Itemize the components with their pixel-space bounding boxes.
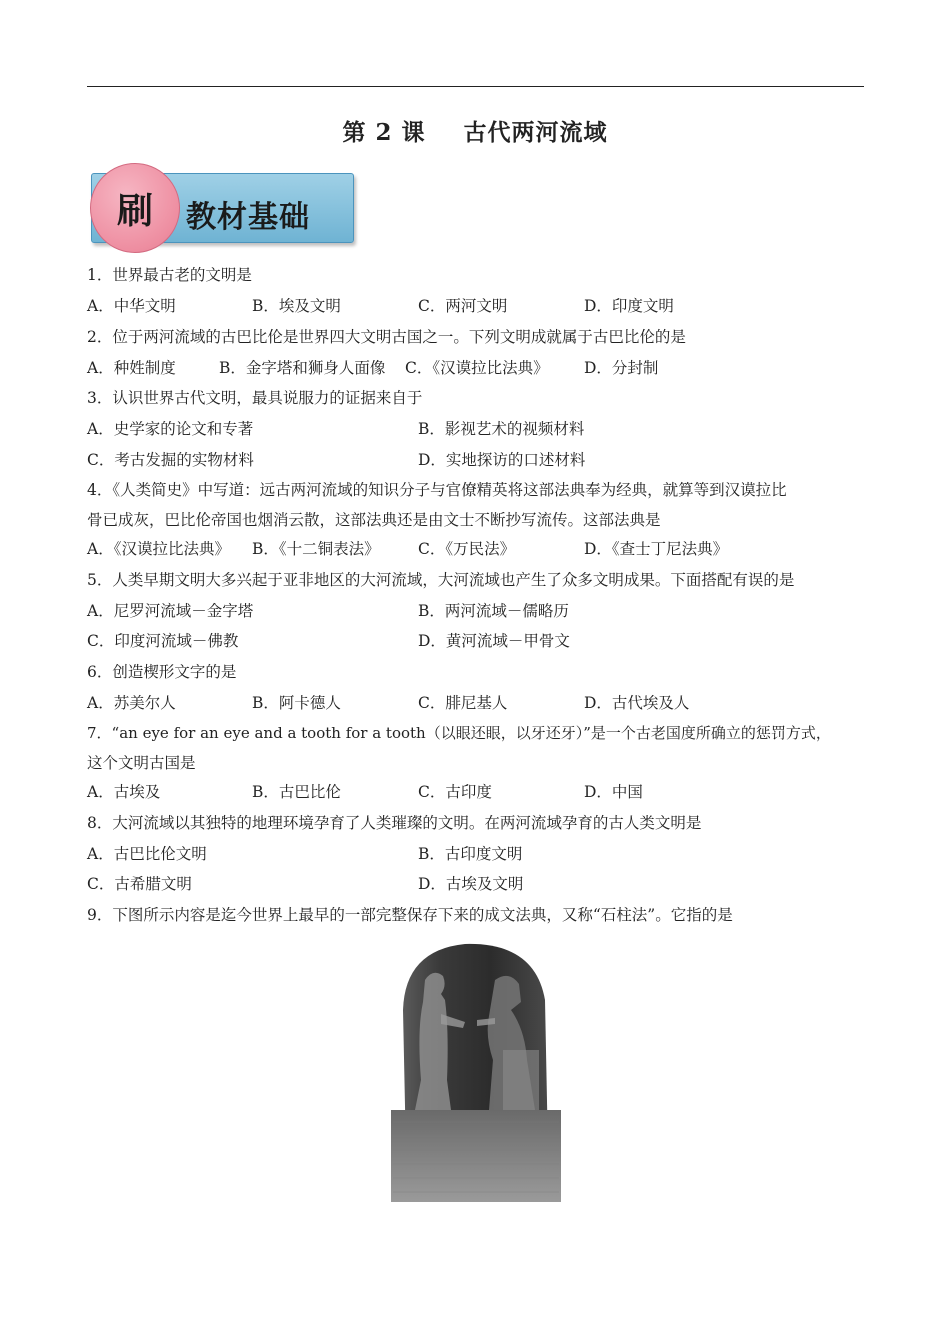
question-2-stem: 2．位于两河流域的古巴比伦是世界四大文明古国之一。下列文明成就属于古巴比伦的是 [87, 328, 686, 346]
question-2-option-b: B．金字塔和狮身人面像 [219, 359, 386, 377]
question-7-option-a: A．古埃及 [87, 783, 161, 801]
question-4-option-a: A．《汉谟拉比法典》 [87, 540, 230, 558]
question-8-option-b: B．古印度文明 [418, 845, 523, 863]
question-6-option-c: C．腓尼基人 [418, 694, 508, 712]
question-9-stem: 9．下图所示内容是迄今世界上最早的一部完整保存下来的成文法典，又称“石柱法”。它指的是 [87, 906, 733, 924]
question-2-option-d: D．分封制 [584, 359, 659, 377]
question-8-option-d: D．古埃及文明 [418, 875, 524, 893]
question-5-option-d: D．黄河流域－甲骨文 [418, 632, 570, 650]
page-title [0, 114, 950, 147]
question-1-option-a: A．中华文明 [87, 297, 176, 315]
question-5-option-a: A．尼罗河流域－金字塔 [87, 602, 254, 620]
question-6-stem: 6．创造楔形文字的是 [87, 663, 237, 681]
question-4-stem-continued: 骨已成灰，巴比伦帝国也烟消云散，这部法典还是由文士不断抄写流传。这部法典是 [87, 511, 661, 529]
lesson-number: 第 2 课 [342, 119, 426, 146]
question-3-stem: 3．认识世界古代文明，最具说服力的证据来自于 [87, 389, 423, 407]
section-banner [88, 161, 356, 253]
question-5-option-c: C．印度河流域－佛教 [87, 632, 239, 650]
banner-badge [90, 163, 180, 253]
question-3-option-a: A．史学家的论文和专著 [87, 420, 254, 438]
question-7-stem-continued: 这个文明古国是 [87, 754, 196, 772]
question-4-option-d: D．《查士丁尼法典》 [584, 540, 729, 558]
lesson-name: 古代两河流域 [463, 119, 608, 146]
question-6-option-d: D．古代埃及人 [584, 694, 690, 712]
question-3-option-b: B．影视艺术的视频材料 [418, 420, 585, 438]
banner-char: 刷 [116, 190, 153, 232]
question-1-option-d: D．印度文明 [584, 297, 674, 315]
question-5-option-b: B．两河流域－儒略历 [418, 602, 569, 620]
question-6-option-b: B．阿卡德人 [252, 694, 341, 712]
question-1-stem: 1．世界最古老的文明是 [87, 266, 252, 284]
question-7-option-b: B．古巴比伦 [252, 783, 341, 801]
hammurabi-stele-image [385, 940, 563, 1202]
header-rule [87, 86, 864, 87]
question-2-option-a: A．种姓制度 [87, 359, 176, 377]
question-6-option-a: A．苏美尔人 [87, 694, 176, 712]
question-4-stem: 4．《人类简史》中写道：远古两河流域的知识分子与官僚精英将这部法典奉为经典，就算等到汉谟拉比 [87, 481, 787, 499]
question-8-stem: 8．大河流域以其独特的地理环境孕育了人类璀璨的文明。在两河流域孕育的古人类文明是 [87, 814, 702, 832]
question-1-option-c: C．两河文明 [418, 297, 508, 315]
question-8-option-c: C．古希腊文明 [87, 875, 192, 893]
question-7-stem: 7．“an eye for an eye and a tooth for a tooth（以眼还眼，以牙还牙）”是一个古老国度所确立的惩罚方式， [87, 724, 831, 742]
question-2-option-c: C．《汉谟拉比法典》 [405, 359, 549, 377]
question-3-option-d: D．实地探访的口述材料 [418, 451, 586, 469]
question-5-stem: 5．人类早期文明大多兴起于亚非地区的大河流域，大河流域也产生了众多文明成果。下面搭配有误的是 [87, 571, 795, 589]
question-4-option-b: B．《十二铜表法》 [252, 540, 380, 558]
question-7-option-d: D．中国 [584, 783, 643, 801]
question-4-option-c: C．《万民法》 [418, 540, 516, 558]
question-3-option-c: C．考古发掘的实物材料 [87, 451, 254, 469]
question-7-option-c: C．古印度 [418, 783, 492, 801]
banner-label: 教材基础 [186, 200, 310, 235]
question-8-option-a: A．古巴比伦文明 [87, 845, 207, 863]
question-1-option-b: B．埃及文明 [252, 297, 341, 315]
